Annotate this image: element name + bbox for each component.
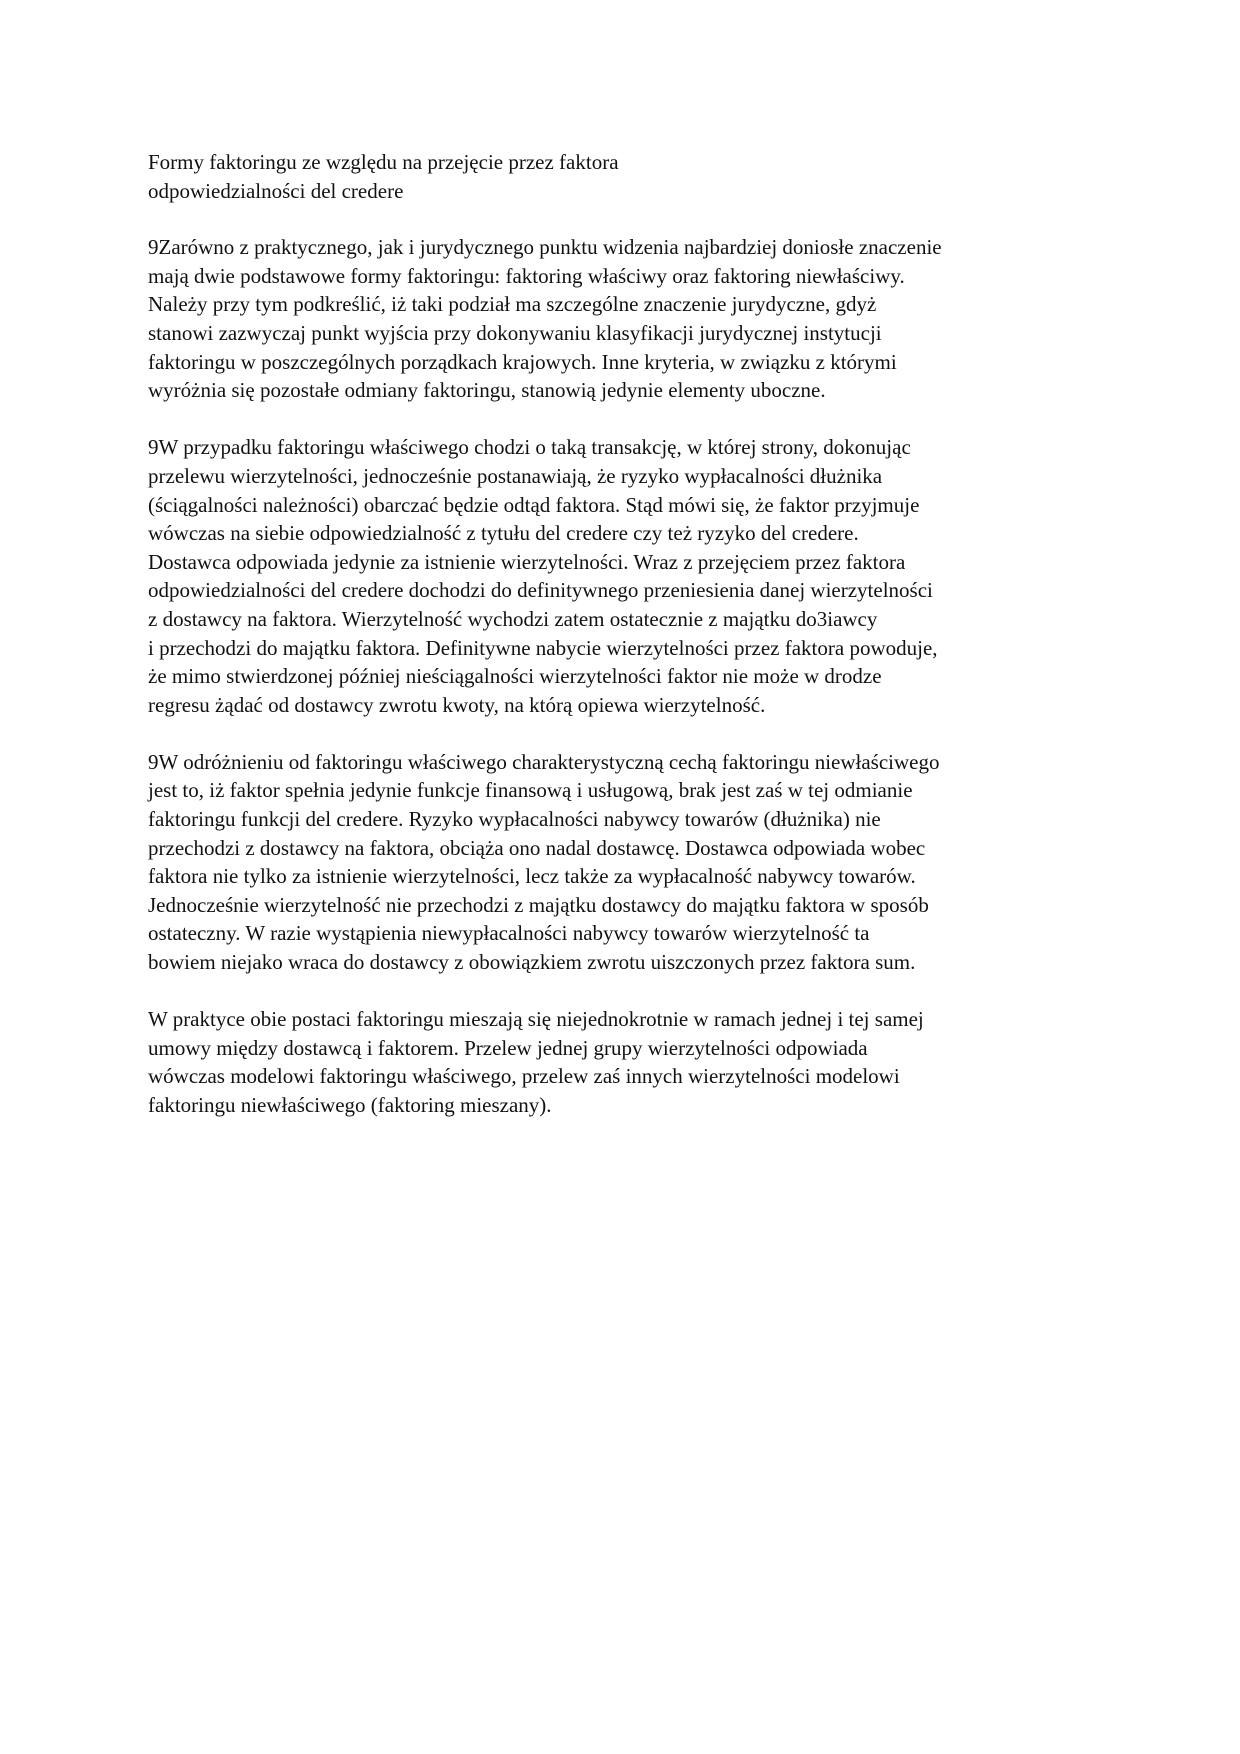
text-line: faktoringu niewłaściwego (faktoring mieszany). bbox=[148, 1093, 552, 1117]
text-line: przelewu wierzytelności, jednocześnie postanawiają, że ryzyko wypłacalności dłużnika bbox=[148, 463, 883, 488]
text-line: faktoringu funkcji del credere. Ryzyko wypłacalności nabywcy towarów (dłużnika) nie bbox=[148, 807, 881, 832]
text-line: wówczas na siebie odpowiedzialność z tytułu del credere czy też ryzyko del credere. bbox=[148, 521, 859, 546]
text-line: regresu żądać od dostawcy zwrotu kwoty, na którą opiewa wierzytelność. bbox=[148, 692, 766, 717]
text-line: 9W odróżnieniu od faktoringu właściwego charakterystyczną cechą faktoringu niewłaściwego bbox=[148, 749, 940, 774]
paragraph-2 bbox=[148, 433, 1108, 719]
title-line: odpowiedzialności del credere bbox=[148, 178, 404, 203]
text-line: mają dwie podstawowe formy faktoringu: faktoring właściwy oraz faktoring niewłaściwy. bbox=[148, 263, 905, 288]
text-line: jest to, iż faktor spełnia jedynie funkcje finansową i usługową, brak jest zaś w tej odmianie bbox=[148, 778, 913, 803]
text-line: z dostawcy na faktora. Wierzytelność wychodzi zatem ostatecznie z majątku do3iawcy bbox=[148, 606, 878, 631]
text-line: stanowi zazwyczaj punkt wyjścia przy dokonywaniu klasyfikacji jurydycznej instytucji bbox=[148, 320, 882, 345]
text-line: faktoringu w poszczególnych porządkach krajowych. Inne kryteria, w związku z którymi bbox=[148, 349, 897, 374]
text-line: Dostawca odpowiada jedynie za istnienie wierzytelności. Wraz z przejęciem przez faktora bbox=[148, 549, 906, 574]
text-line: i przechodzi do majątku faktora. Definitywne nabycie wierzytelności przez faktora powoduje, bbox=[148, 635, 938, 660]
text-line: wyróżnia się pozostałe odmiany faktoringu, stanowią jedynie elementy uboczne. bbox=[148, 378, 826, 403]
text-line: przechodzi z dostawcy na faktora, obciąża ono nadal dostawcę. Dostawca odpowiada wobec bbox=[148, 835, 926, 860]
text-line: że mimo stwierdzonej później nieściągalności wierzytelności faktor nie może w drodze bbox=[148, 664, 882, 689]
document-body bbox=[148, 148, 1108, 1148]
text-line: Należy przy tym podkreślić, iż taki podział ma szczególne znaczenie jurydyczne, gdyż bbox=[148, 292, 877, 317]
text-line: bowiem niejako wraca do dostawcy z obowiązkiem zwrotu uiszczonych przez faktora sum. bbox=[148, 950, 916, 975]
text-line: 9Zarówno z praktycznego, jak i jurydycznego punktu widzenia najbardziej doniosłe znaczenie bbox=[148, 235, 942, 260]
text-line: 9W przypadku faktoringu właściwego chodzi o taką transakcję, w której strony, dokonując bbox=[148, 435, 911, 460]
text-line: Jednocześnie wierzytelność nie przechodzi z majątku dostawcy do majątku faktora w sposób bbox=[148, 892, 929, 917]
text-line: faktora nie tylko za istnienie wierzytelności, lecz także za wypłacalność nabywcy towarów. bbox=[148, 864, 916, 889]
title-line: Formy faktoringu ze względu na przejęcie przez faktora bbox=[148, 150, 619, 174]
text-line: odpowiedzialności del credere dochodzi do definitywnego przeniesienia danej wierzytelności bbox=[148, 578, 933, 603]
paragraph-4 bbox=[148, 1005, 1108, 1119]
text-line: ostateczny. W razie wystąpienia niewypłacalności nabywcy towarów wierzytelność ta bbox=[148, 921, 870, 946]
document-title bbox=[148, 148, 1108, 205]
text-line: (ściągalności należności) obarczać będzie odtąd faktora. Stąd mówi się, że faktor przyjmuje bbox=[148, 492, 920, 517]
text-line: wówczas modelowi faktoringu właściwego, przelew zaś innych wierzytelności modelowi bbox=[148, 1064, 900, 1089]
text-line: umowy między dostawcą i faktorem. Przelew jednej grupy wierzytelności odpowiada bbox=[148, 1035, 868, 1060]
paragraph-3 bbox=[148, 748, 1108, 977]
text-line: W praktyce obie postaci faktoringu mieszają się niejednokrotnie w ramach jednej i tej samej bbox=[148, 1007, 924, 1032]
paragraph-1 bbox=[148, 233, 1108, 405]
